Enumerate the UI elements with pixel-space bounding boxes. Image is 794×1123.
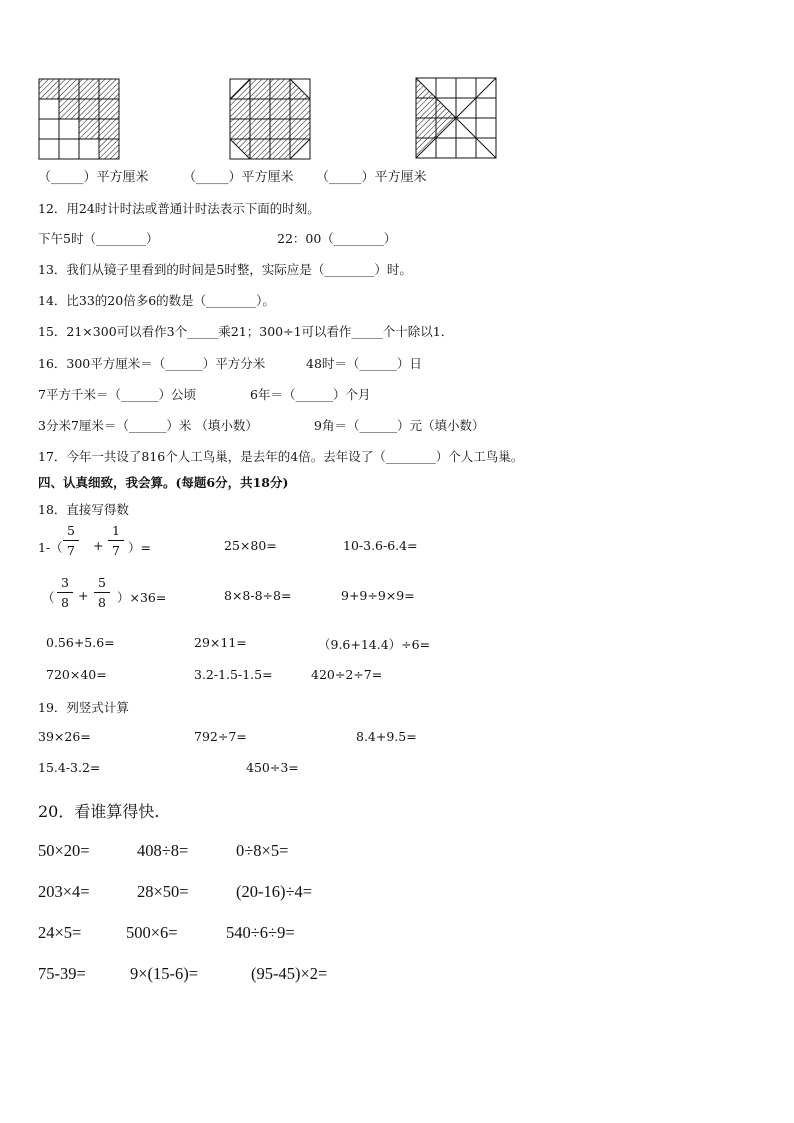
fraction-denominator: 7: [67, 543, 75, 558]
q18-title: 18．直接写得数: [38, 502, 129, 517]
fraction-denominator: 7: [112, 543, 120, 558]
q20-r3-c3: 540÷6÷9=: [226, 923, 295, 942]
q20-r4-c1: 75-39=: [38, 964, 86, 983]
q12-title: 12．用24时计时法或普通计时法表示下面的时刻。: [38, 201, 320, 216]
q17: 17．今年一共设了816个人工鸟巢，是去年的4倍。去年设了（________）个人工鸟巢。: [38, 449, 524, 464]
grid-figure-2: [229, 78, 311, 160]
q19-r1-c1: 39×26=: [38, 729, 91, 744]
q16-line2b: 6年＝（______）个月: [250, 387, 371, 402]
q20-r3-c1: 24×5=: [38, 923, 82, 942]
q16-line1a: 16．300平方厘米＝（______）平方分米: [38, 356, 266, 371]
figure-2-answer: （_____）平方厘米: [183, 170, 294, 185]
q18-r4-c3: 420÷2÷7=: [311, 667, 383, 682]
q18-r3-c1: 0.56+5.6=: [46, 635, 115, 650]
fraction-numerator: 5: [98, 575, 106, 590]
q18-r1-c3: 10-3.6-6.4=: [343, 538, 418, 553]
fraction-denominator: 8: [98, 595, 106, 610]
q19-r2-c1: 15.4-3.2=: [38, 760, 101, 775]
q18-r2-c2: 8×8-8÷8=: [224, 588, 292, 603]
q18-r4-c1: 720×40=: [46, 667, 107, 682]
fraction-numerator: 1: [112, 523, 120, 538]
q13: 13．我们从镜子里看到的时间是5时整，实际应是（________）时。: [38, 262, 412, 277]
figure-1-answer: （_____）平方厘米: [38, 170, 149, 185]
fraction-3-8: [57, 575, 73, 610]
section-4-heading: 四、认真细致，我会算。(每题6分，共18分): [38, 475, 289, 490]
q18-r2-c3: 9+9÷9×9=: [341, 588, 415, 603]
fraction-numerator: 5: [67, 523, 75, 538]
q16-line2a: 7平方千米＝（______）公顷: [38, 387, 196, 402]
q20-r1-c1: 50×20=: [38, 841, 90, 860]
fraction-5-7: [63, 523, 79, 558]
q20-r2-c3: (20-16)÷4=: [236, 882, 313, 901]
q19-r2-c2: 450÷3=: [246, 760, 299, 775]
q16-line3a: 3分米7厘米＝（______）米 （填小数）: [38, 418, 258, 433]
q18-r3-c2: 29×11=: [194, 635, 247, 650]
q18-r2-pre: （: [42, 590, 55, 605]
grid-figure-3: [415, 77, 497, 159]
grid-figure-1: [38, 78, 120, 160]
fraction-denominator: 8: [61, 595, 69, 610]
q18-r1-c2: 25×80=: [224, 538, 277, 553]
q18-r3-c3: （9.6+14.4）÷6=: [318, 637, 431, 652]
q19-title: 19．列竖式计算: [38, 700, 129, 715]
q20-r4-c2: 9×(15-6)=: [130, 964, 199, 983]
q19-r1-c2: 792÷7=: [194, 729, 247, 744]
fraction-5-8: [94, 575, 110, 610]
plus-sign: +: [78, 588, 89, 603]
fraction-numerator: 3: [61, 575, 69, 590]
q20-r4-c3: (95-45)×2=: [251, 964, 328, 983]
q18-r4-c2: 3.2-1.5-1.5=: [194, 667, 273, 682]
q20-r3-c2: 500×6=: [126, 923, 178, 942]
q20-r1-c3: 0÷8×5=: [236, 841, 289, 860]
q14: 14．比33的20倍多6的数是（________）。: [38, 293, 275, 308]
q12-right: 22：00（________）: [277, 231, 397, 246]
q18-r1-pre: 1-（: [38, 540, 63, 555]
q16-line3b: 9角＝（______）元（填小数）: [314, 418, 485, 433]
plus-sign: +: [93, 538, 104, 553]
q18-r2-post: ）×36=: [117, 590, 167, 605]
q20-r2-c2: 28×50=: [137, 882, 189, 901]
q16-line1b: 48时＝（______）日: [306, 356, 422, 371]
figure-3-answer: （_____）平方厘米: [316, 170, 427, 185]
q15: 15．21×300可以看作3个_____乘21；300÷1可以看作_____个十除以1．: [38, 324, 454, 339]
q20-r2-c1: 203×4=: [38, 882, 90, 901]
q12-left: 下午5时（________）: [38, 231, 159, 246]
q19-r1-c3: 8.4+9.5=: [356, 729, 417, 744]
fraction-1-7: [108, 523, 124, 558]
q20-title: 20．看谁算得快.: [38, 802, 160, 821]
q20-r1-c2: 408÷8=: [137, 841, 189, 860]
q18-r1-post: ）=: [128, 540, 151, 555]
